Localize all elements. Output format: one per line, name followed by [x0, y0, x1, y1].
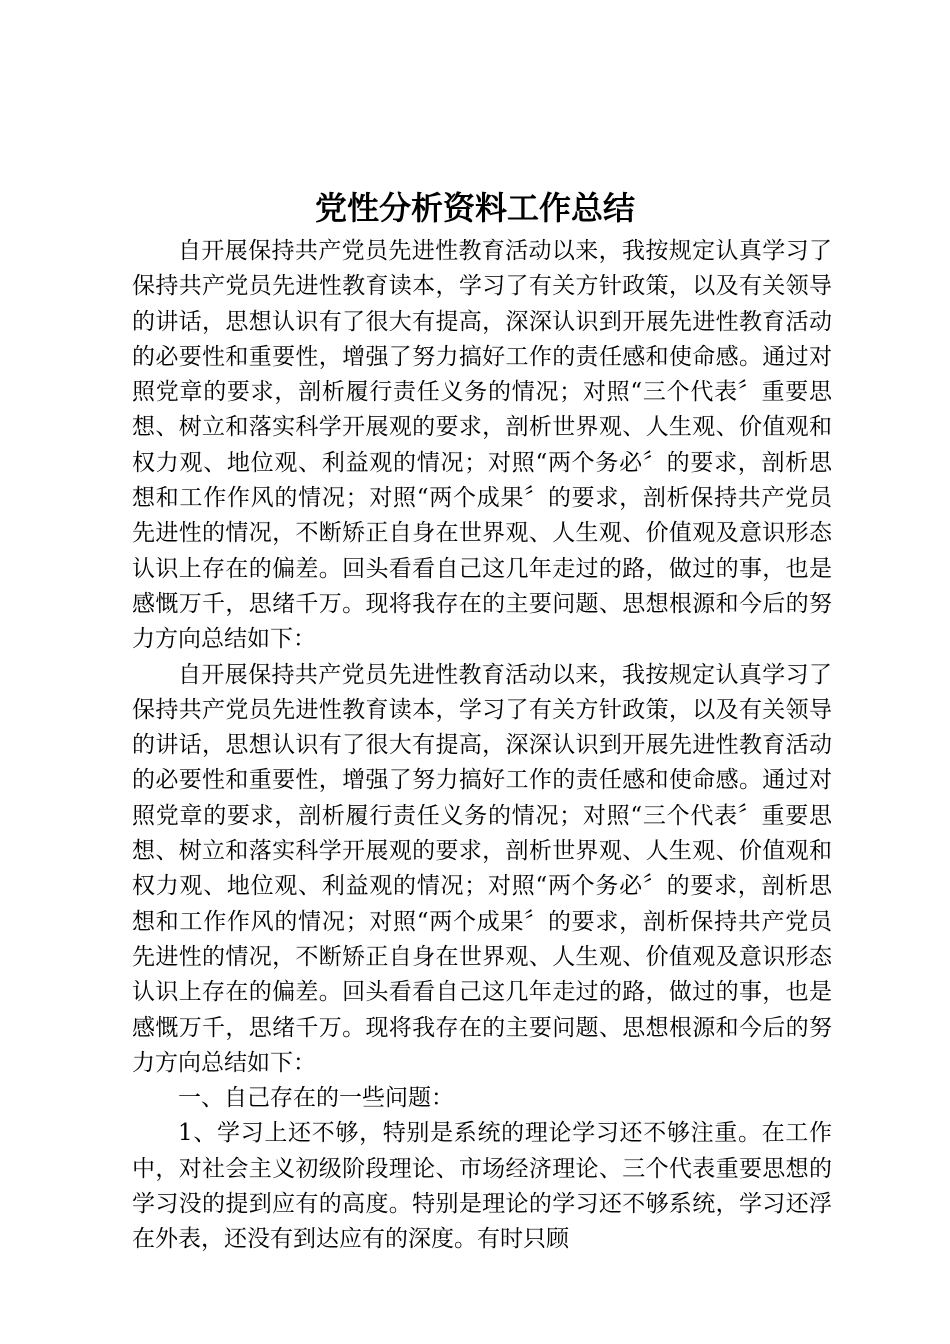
paragraph-problem-1: 1、学习上还不够，特别是系统的理论学习还不够注重。在工作中，对社会主义初级阶段理论、市场经济理论、三个代表重要思想的学习没的提到应有的高度。特别是理论的学习还不够系统，学习还浮在外表，还没有到达应有的深度。有时只顾: [132, 1120, 832, 1253]
paragraph-intro-1: 自开展保持共产党员先进性教育活动以来，我按规定认真学习了保持共产党员先进性教育读本，学习了有关方针政策，以及有关领导的讲话，思想认识有了很大有提高，深深认识到开展先进性教育活动的必要性和重要性，增强了努力搞好工作的责任感和使命感。通过对照党章的要求，剖析履行责任义务的情况；对照“三个代表〞重要思想、树立和落实科学开展观的要求，剖析世界观、人生观、价值观和权力观、地位观、利益观的情况；对照“两个务必〞的要求，剖析思想和工作作风的情况；对照“两个成果〞的要求，剖析保持共产党员先进性的情况，不断矫正自身在世界观、人生观、价值观及意识形态认识上存在的偏差。回头看看自己这几年走过的路，做过的事，也是感慨万千，思绪千万。现将我存在的主要问题、思想根源和今后的努力方向总结如下：: [132, 238, 832, 653]
section-heading-problems: 一、自己存在的一些问题：: [178, 1085, 454, 1112]
document-body: [132, 234, 832, 1258]
paragraph-intro-2: 自开展保持共产党员先进性教育活动以来，我按规定认真学习了保持共产党员先进性教育读本，学习了有关方针政策，以及有关领导的讲话，思想认识有了很大有提高，深深认识到开展先进性教育活动的必要性和重要性，增强了努力搞好工作的责任感和使命感。通过对照党章的要求，剖析履行责任义务的情况；对照“三个代表〞重要思想、树立和落实科学开展观的要求，剖析世界观、人生观、价值观和权力观、地位观、利益观的情况；对照“两个务必〞的要求，剖析思想和工作作风的情况；对照“两个成果〞的要求，剖析保持共产党员先进性的情况，不断矫正自身在世界观、人生观、价值观及意识形态认识上存在的偏差。回头看看自己这几年走过的路，做过的事，也是感慨万千，思绪千万。现将我存在的主要问题、思想根源和今后的努力方向总结如下：: [132, 661, 832, 1076]
document-title: 党性分析资料工作总结: [314, 189, 635, 227]
